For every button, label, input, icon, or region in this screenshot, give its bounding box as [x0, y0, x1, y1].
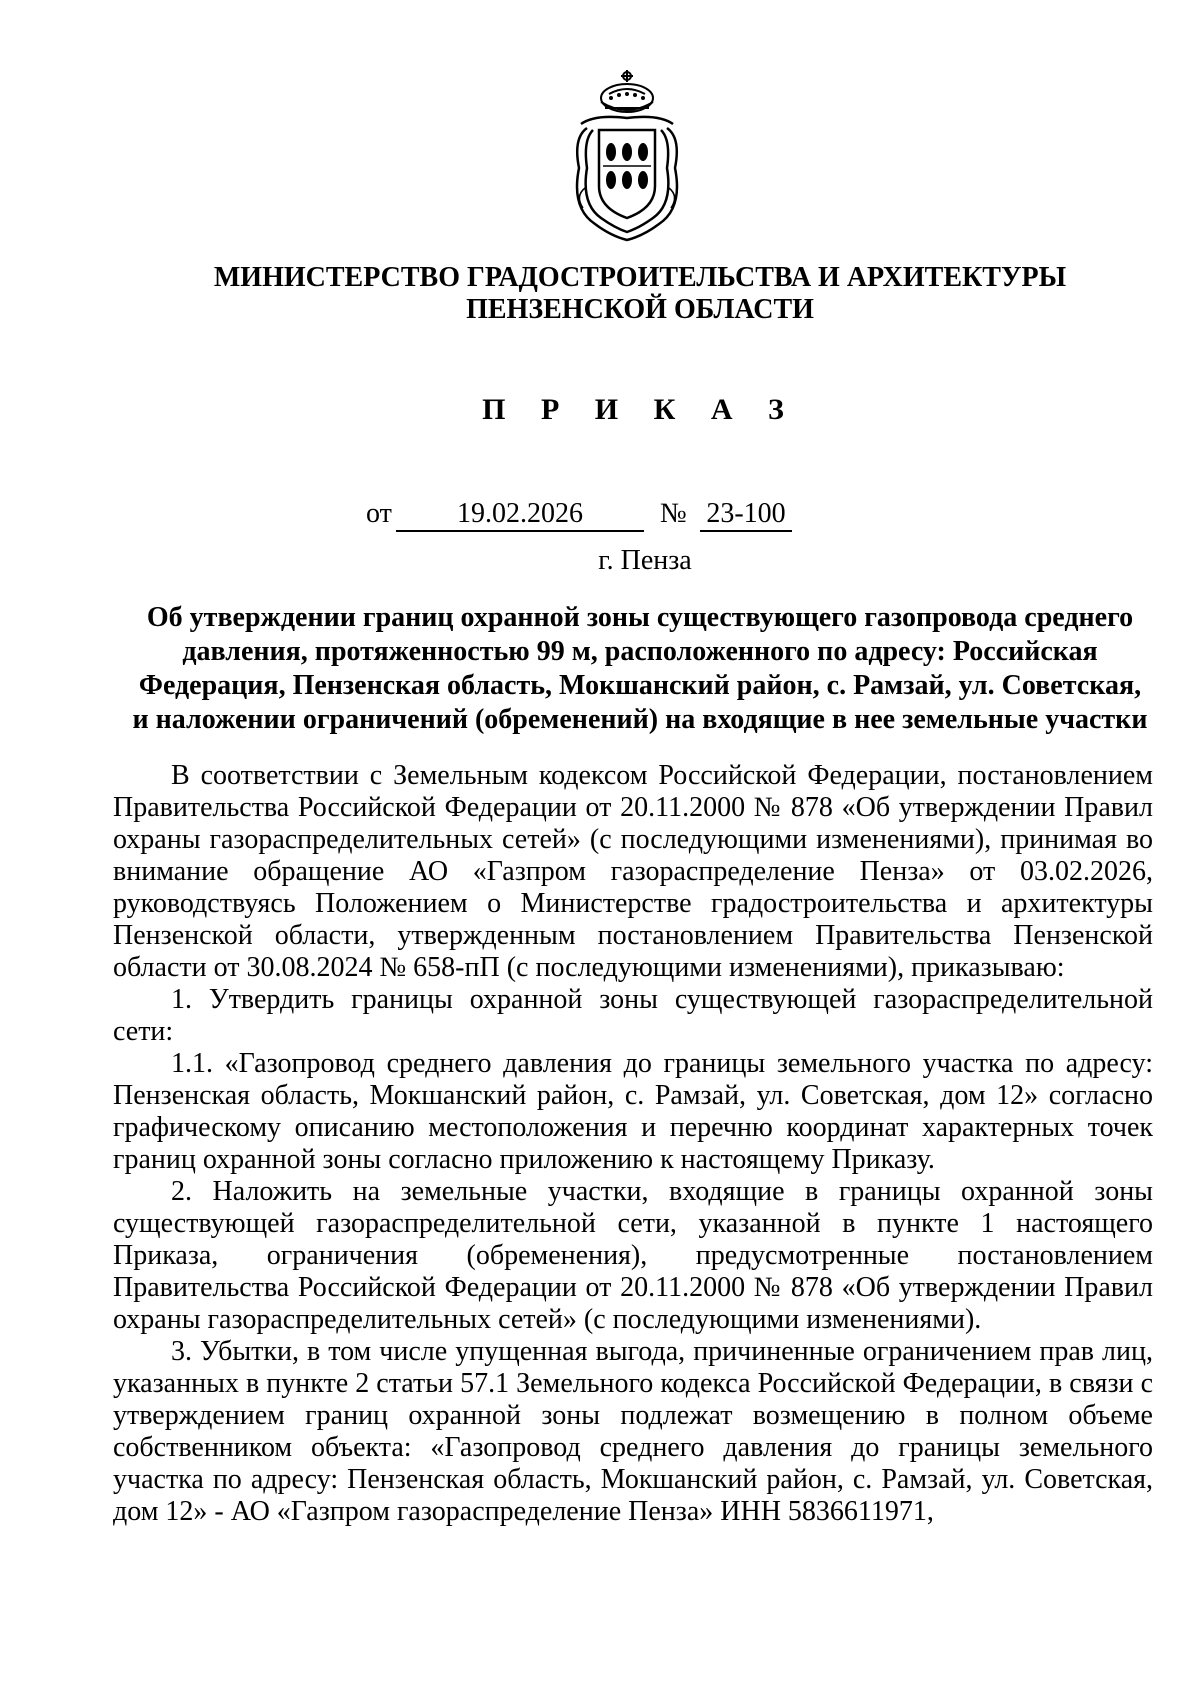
- subject-line: давления, протяженностью 99 м, расположенного по адресу: Российская: [182, 636, 1098, 667]
- date-number-line: [0, 498, 1200, 534]
- subject-line: Федерация, Пензенская область, Мокшанский район, с. Рамзай, ул. Советская,: [138, 670, 1142, 701]
- clause-1-1: 1.1. «Газопровод среднего давления до границы земельного участка по адресу: Пензенская область, Мокшанский район, с. Рамзай, ул. Советская, дом 12» согласно графическому описанию местоположения и перечню координат характерных точек границ охранной зоны согласно приложению к настоящему Приказу.: [113, 1048, 1153, 1175]
- clause-3: 3. Убытки, в том числе упущенная выгода, причиненные ограничением прав лиц, указанных в пункте 2 статьи 57.1 Земельного кодекса Российской Федерации, в связи с утверждением границ охранной зоны подлежат возмещению в полном объеме собственником объекта: «Газопровод среднего давления до границы земельного участка по адресу: Пензенская область, Мокшанский район, с. Рамзай, ул. Советская, дом 12» - АО «Газпром газораспределение Пенза» ИНН 5836611971,: [113, 1336, 1153, 1527]
- coat-of-arms-emblem-icon: [565, 68, 689, 242]
- ministry-line-2: ПЕНЗЕНСКОЙ ОБЛАСТИ: [466, 294, 814, 325]
- subject-line: и наложении ограничений (обременений) на входящие в нее земельные участки: [132, 704, 1148, 735]
- ministry-heading: [120, 262, 1160, 326]
- clause-1: 1. Утвердить границы охранной зоны существующей газораспределительной сети:: [113, 984, 1153, 1047]
- preamble-paragraph: В соответствии с Земельным кодексом Российской Федерации, постановлением Правительства Российской Федерации от 20.11.2000 № 878 «Об утверждении Правил охраны газораспределительных сетей» (с последующими изменениями), принимая во внимание обращение АО «Газпром газораспределение Пенза» от 03.02.2026, руководствуясь Положением о Министерстве градостроительства и архитектуры Пензенской области, утвержденным постановлением Правительства Пензенской области от 30.08.2024 № 658-пП (с последующими изменениями), приказываю:: [113, 760, 1153, 983]
- ministry-line-1: МИНИСТЕРСТВО ГРАДОСТРОИТЕЛЬСТВА И АРХИТЕКТУРЫ: [213, 262, 1067, 293]
- subject-line: Об утверждении границ охранной зоны существующего газопровода среднего: [146, 602, 1134, 633]
- document-body: [113, 760, 1153, 1528]
- clause-2: 2. Наложить на земельные участки, входящие в границы охранной зоны существующей газораспределительной сети, указанной в пункте 1 настоящего Приказа, ограничения (обременения), предусмотренные постановлением Правительства Российской Федерации от 20.11.2000 № 878 «Об утверждении Правил охраны газораспределительных сетей» (с последующими изменениями).: [113, 1176, 1153, 1335]
- document-subject: [120, 601, 1160, 737]
- date-label: от: [366, 498, 392, 529]
- document-type-title: П Р И К А З: [482, 393, 798, 426]
- document-date: 19.02.2026: [396, 498, 644, 532]
- document-number: 23-100: [700, 498, 792, 532]
- number-label: №: [660, 498, 687, 529]
- city: г. Пенза: [598, 545, 692, 576]
